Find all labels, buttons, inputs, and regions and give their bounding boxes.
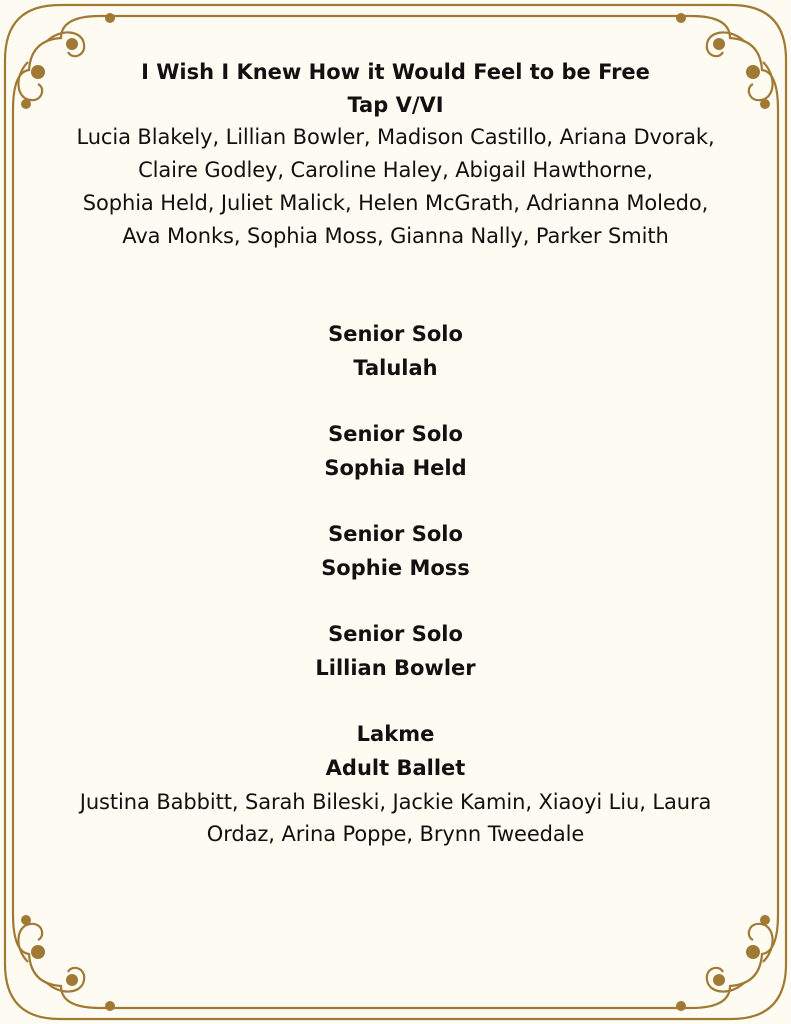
performer-name: Sophie Moss <box>321 556 470 580</box>
cast-line: Ava Monks, Sophia Moss, Gianna Nally, Parker Smith <box>122 224 669 248</box>
piece-title: Senior Solo <box>328 522 463 546</box>
piece-title: Lakme <box>356 722 435 746</box>
piece-title: Senior Solo <box>328 422 463 446</box>
performer-name: Lillian Bowler <box>315 656 476 680</box>
performer-name: Talulah <box>353 356 438 380</box>
piece-subtitle: Tap V/VI <box>347 93 444 117</box>
cast-line: Claire Godley, Caroline Haley, Abigail Hawthorne, <box>138 158 653 182</box>
piece-subtitle: Adult Ballet <box>325 756 466 780</box>
cast-line: Ordaz, Arina Poppe, Brynn Tweedale <box>206 822 585 846</box>
piece-title: Senior Solo <box>328 322 463 346</box>
piece-title: Senior Solo <box>328 622 463 646</box>
piece-title: I Wish I Knew How it Would Feel to be Free <box>141 60 650 84</box>
cast-line: Lucia Blakely, Lillian Bowler, Madison Castillo, Ariana Dvorak, <box>76 125 715 149</box>
cast-line: Sophia Held, Juliet Malick, Helen McGrath, Adrianna Moledo, <box>82 191 709 215</box>
performer-name: Sophia Held <box>324 456 467 480</box>
cast-line: Justina Babbitt, Sarah Bileski, Jackie Kamin, Xiaoyi Liu, Laura <box>79 790 712 814</box>
